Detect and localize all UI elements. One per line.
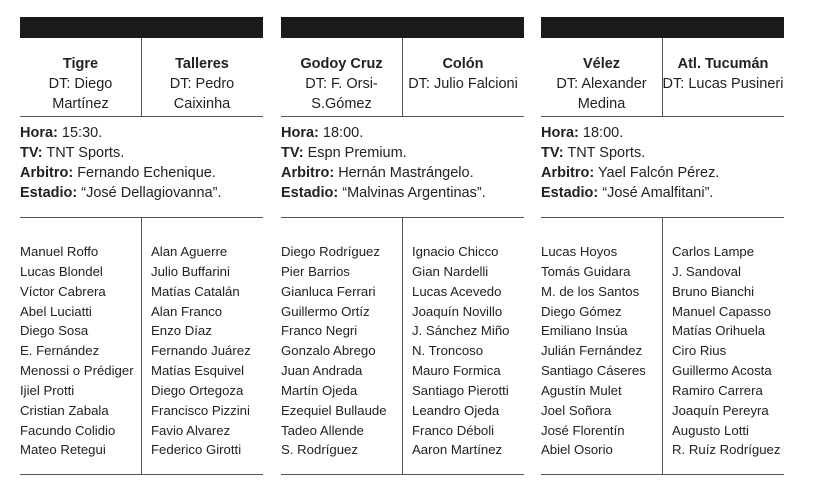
player-name: Alan Aguerre (151, 244, 228, 259)
home-team-name: Tigre (62, 56, 99, 72)
lineups (20, 218, 263, 475)
info-arbitro-label: Arbitro: (281, 165, 335, 181)
away-lineup (151, 242, 266, 460)
teams-row (281, 38, 524, 117)
match-info (281, 117, 524, 218)
player-name: Abel Luciatti (20, 303, 92, 319)
away-team-coach: DT: Julio Falcioni (408, 76, 518, 92)
player-name: Favio Alvarez (151, 422, 231, 438)
info-tv-value: TNT Sports. (567, 145, 646, 161)
player-name: Matías Esquivel (151, 363, 245, 379)
info-tv (20, 143, 263, 163)
player-name: Julián Fernández (541, 343, 643, 359)
player-name: Santiago Pierotti (412, 382, 509, 398)
home-lineup (281, 242, 402, 460)
info-hora-value: 18:00. (582, 125, 624, 141)
player-name: Fernando Juárez (151, 343, 251, 359)
player-name: Pier Barrios (281, 263, 350, 279)
info-estadio-value: “José Dellagiovanna”. (81, 185, 222, 201)
info-estadio-label: Estadio: (541, 185, 599, 201)
player-name: Juan Andrada (281, 363, 363, 379)
player-name: Diego Sosa (20, 323, 89, 339)
info-arbitro-value: Yael Falcón Pérez. (597, 165, 720, 181)
home-lineup (20, 242, 141, 460)
player-name: R. Ruíz Rodríguez (672, 442, 781, 458)
player-name: Joaquín Pereyra (672, 402, 769, 418)
info-arbitro-label: Arbitro: (541, 165, 595, 181)
match-card (20, 17, 263, 474)
player-name: Enzo Díaz (151, 323, 212, 339)
player-name: Gianluca Ferrari (281, 283, 376, 299)
player-name: Diego Rodríguez (281, 244, 380, 259)
player-name: Gian Nardelli (412, 263, 489, 279)
player-name: Franco Déboli (412, 422, 495, 438)
info-arbitro (20, 163, 263, 183)
player-name: Lucas Acevedo (412, 283, 502, 299)
player-name: Santiago Cáseres (541, 363, 646, 379)
info-estadio-label: Estadio: (20, 185, 78, 201)
player-name: Facundo Colidio (20, 422, 116, 438)
info-hora-label: Hora: (281, 125, 319, 141)
lineups (541, 218, 784, 475)
home-team-coach: DT: Alexander Medina (556, 76, 647, 112)
player-name: Tomás Guidara (541, 263, 631, 279)
player-name: Leandro Ojeda (412, 402, 500, 418)
home-team (20, 38, 141, 116)
player-name: Ezequiel Bullaude (281, 402, 387, 418)
info-arbitro (281, 163, 524, 183)
card-header-bar (20, 17, 263, 38)
info-hora-value: 18:00. (322, 125, 364, 141)
card-header-bar (281, 17, 524, 38)
player-name: Guillermo Ortíz (281, 303, 370, 319)
away-lineup (412, 242, 527, 460)
player-name: Cristian Zabala (20, 402, 109, 418)
info-estadio-value: “Malvinas Argentinas”. (342, 185, 486, 201)
info-arbitro (541, 163, 784, 183)
card-header-bar (541, 17, 784, 38)
away-team-coach: DT: Lucas Pusineri (662, 76, 784, 92)
away-team (141, 38, 263, 116)
home-team (281, 38, 402, 116)
player-name: N. Troncoso (412, 343, 484, 359)
player-name: Guillermo Acosta (672, 363, 772, 379)
player-name: Gonzalo Abrego (281, 343, 376, 359)
player-name: Julio Buffarini (151, 263, 230, 279)
player-name: E. Fernández (20, 343, 100, 359)
teams-row (541, 38, 784, 117)
info-estadio (20, 183, 263, 203)
info-tv-value: TNT Sports. (46, 145, 125, 161)
player-name: J. Sandoval (672, 263, 741, 279)
player-name: Augusto Lotti (672, 422, 749, 438)
teams-row (20, 38, 263, 117)
info-hora-value: 15:30. (61, 125, 103, 141)
info-hora-label: Hora: (20, 125, 58, 141)
info-tv-label: TV: (20, 145, 43, 161)
info-arbitro-value: Fernando Echenique. (77, 165, 216, 181)
match-info (541, 117, 784, 218)
player-name: Diego Gómez (541, 303, 622, 319)
home-team-coach: DT: Diego Martínez (48, 76, 113, 112)
match-info (20, 117, 263, 218)
player-name: S. Rodríguez (281, 442, 358, 458)
info-estadio-label: Estadio: (281, 185, 339, 201)
player-name: Mateo Retegui (20, 442, 106, 458)
lineup-divider (662, 218, 663, 474)
player-name: Ciro Rius (672, 343, 727, 359)
home-team-coach: DT: F. Orsi-S.Gómez (305, 76, 378, 112)
info-hora (20, 123, 263, 143)
info-estadio-value: “José Amalfitani”. (602, 185, 714, 201)
match-card (541, 17, 784, 474)
player-name: Ijiel Protti (20, 382, 75, 398)
player-name: Joel Soñora (541, 402, 612, 418)
home-team-name: Vélez (582, 56, 621, 72)
info-hora (281, 123, 524, 143)
match-card (281, 17, 524, 474)
away-team (662, 38, 784, 116)
info-tv-label: TV: (541, 145, 564, 161)
player-name: Víctor Cabrera (20, 283, 106, 299)
player-name: Emiliano Insúa (541, 323, 628, 339)
player-name: Joaquín Novillo (412, 303, 503, 319)
player-name: Menossi o Prédiger (20, 363, 134, 379)
info-hora (541, 123, 784, 143)
info-arbitro-label: Arbitro: (20, 165, 74, 181)
player-name: Aaron Martínez (412, 442, 503, 458)
player-name: Manuel Roffo (20, 244, 99, 259)
lineup-divider (402, 218, 403, 474)
lineup-divider (141, 218, 142, 474)
info-arbitro-value: Hernán Mastrángelo. (338, 165, 474, 181)
player-name: Diego Ortegoza (151, 382, 244, 398)
player-name: Ramiro Carrera (672, 382, 763, 398)
player-name: Alan Franco (151, 303, 223, 319)
player-name: J. Sánchez Miño (412, 323, 510, 339)
info-estadio (281, 183, 524, 203)
player-name: Agustín Mulet (541, 382, 622, 398)
player-name: José Florentín (541, 422, 625, 438)
player-name: Mauro Formica (412, 363, 501, 379)
player-name: Bruno Bianchi (672, 283, 755, 299)
player-name: Lucas Blondel (20, 263, 103, 279)
info-hora-label: Hora: (541, 125, 579, 141)
away-team-name: Talleres (175, 56, 229, 72)
player-name: M. de los Santos (541, 283, 640, 299)
away-team-name: Atl. Tucumán (677, 56, 769, 72)
player-name: Martín Ojeda (281, 382, 358, 398)
player-name: Franco Negri (281, 323, 358, 339)
info-estadio (541, 183, 784, 203)
player-name: Francisco Pizzini (151, 402, 250, 418)
player-name: Tadeo Allende (281, 422, 364, 438)
info-tv-value: Espn Premium. (307, 145, 407, 161)
home-lineup (541, 242, 662, 460)
player-name: Lucas Hoyos (541, 244, 618, 259)
lineups (281, 218, 524, 475)
player-name: Abiel Osorio (541, 442, 613, 458)
info-tv (281, 143, 524, 163)
player-name: Matías Catalán (151, 283, 240, 299)
player-name: Manuel Capasso (672, 303, 771, 319)
player-name: Carlos Lampe (672, 244, 755, 259)
player-name: Matías Orihuela (672, 323, 766, 339)
info-tv (541, 143, 784, 163)
player-name: Federico Girotti (151, 442, 242, 458)
away-team-coach: DT: Pedro Caixinha (169, 76, 235, 112)
away-team (402, 38, 524, 116)
info-tv-label: TV: (281, 145, 304, 161)
home-team (541, 38, 662, 116)
home-team-name: Godoy Cruz (300, 56, 383, 72)
away-team-name: Colón (442, 56, 484, 72)
away-lineup (672, 242, 787, 460)
player-name: Ignacio Chicco (412, 244, 499, 259)
